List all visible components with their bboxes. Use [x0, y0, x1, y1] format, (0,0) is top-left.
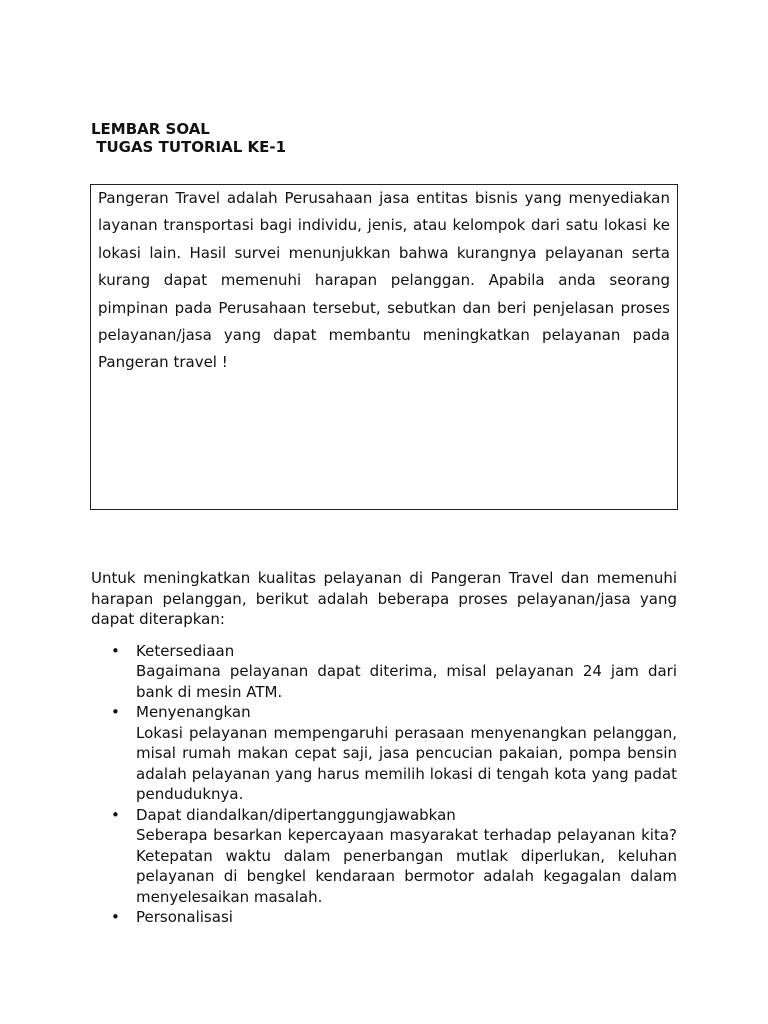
list-item-description: Lokasi pelayanan mempengaruhi perasaan menyenangkan pelanggan, misal rumah makan cepat saji, jasa pencucian pakaian, pompa bensin adalah pelayanan yang harus memilih lokasi di tengah kota yang padat penduduknya.	[136, 723, 677, 803]
list-item	[91, 907, 677, 928]
bullet-icon: •	[111, 908, 120, 926]
list-item	[91, 702, 677, 805]
bullet-icon: •	[111, 703, 120, 721]
list-item-title: Personalisasi	[136, 908, 233, 926]
list-item	[91, 805, 677, 908]
list-item-description: Seberapa besarkan kepercayaan masyarakat terhadap pelayanan kita? Ketepatan waktu dalam penerbangan mutlak diperlukan, keluhan pelayanan di bengkel kendaraan bermotor adalah kegagalan dalam menyelesaikan masalah.	[136, 826, 677, 906]
list-item-title: Dapat diandalkan/dipertanggungjawabkan	[136, 805, 456, 824]
question-text: Pangeran Travel adalah Perusahaan jasa entitas bisnis yang menyediakan layanan transportasi bagi individu, jenis, atau kelompok dari satu lokasi ke lokasi lain. Hasil survei menunjukkan bahwa kurangnya pelayanan serta kurang dapat memenuhi harapan pelanggan. Apabila anda seorang pimpinan pada Perusahaan tersebut, sebutkan dan beri penjelasan proses pelayanan/jasa yang dapat membantu meningkatkan pelayanan pada Pangeran travel !	[98, 189, 670, 372]
list-item-description: Bagaimana pelayanan dapat diterima, misal pelayanan 24 jam dari bank di mesin ATM.	[136, 662, 677, 701]
bullet-icon: •	[111, 805, 120, 824]
list-item	[91, 641, 677, 703]
list-item-title: Ketersediaan	[136, 641, 235, 660]
document-subtitle: TUGAS TUTORIAL KE-1	[91, 138, 287, 156]
list-item-title: Menyenangkan	[136, 703, 251, 721]
bullet-icon: •	[111, 641, 120, 660]
question-box	[90, 184, 678, 510]
answer-section	[91, 568, 677, 928]
answer-list	[91, 641, 677, 928]
answer-intro: Untuk meningkatkan kualitas pelayanan di Pangeran Travel dan memenuhi harapan pelanggan, berikut adalah beberapa proses pelayanan/jasa yang dapat diterapkan:	[91, 569, 677, 628]
document-title: LEMBAR SOAL	[91, 120, 210, 138]
